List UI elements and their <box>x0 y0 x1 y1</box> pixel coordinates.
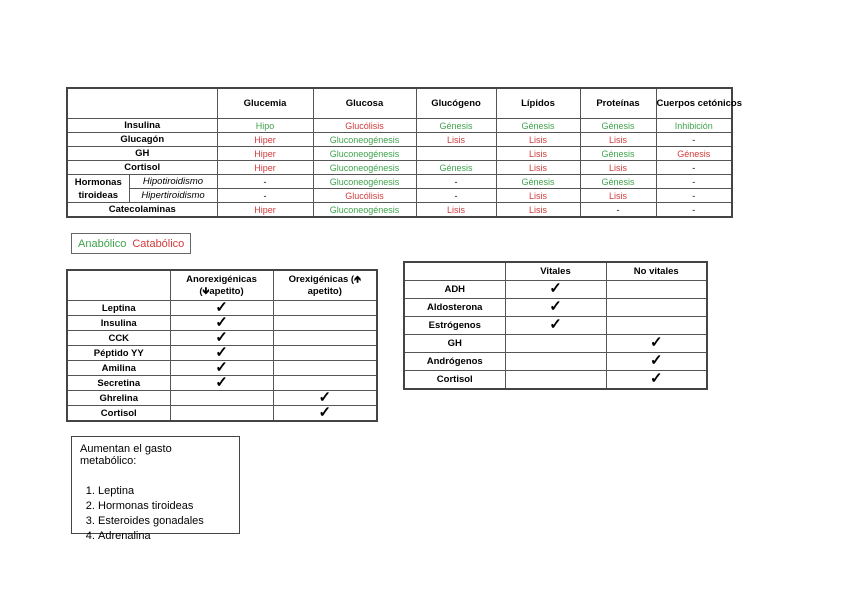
list-item: 2. Hormonas tiroideas <box>98 499 231 514</box>
table-cell <box>416 147 496 161</box>
check-icon: ✓ <box>215 328 228 346</box>
table-row <box>67 203 732 218</box>
appetite-table <box>66 269 378 422</box>
table-row <box>404 317 707 335</box>
table-cell <box>505 317 606 335</box>
header-vitales: Vitales <box>505 262 606 281</box>
hormone-effects-table <box>66 87 743 218</box>
table-row <box>67 175 732 189</box>
check-icon: ✓ <box>318 403 332 421</box>
check-icon: ✓ <box>549 280 562 297</box>
check-icon: ✓ <box>649 334 663 351</box>
header-no-vitales: No vitales <box>606 262 707 281</box>
list-item: 1. Leptina <box>98 484 231 499</box>
row-label: CCK <box>67 331 170 346</box>
table-row <box>404 353 707 371</box>
table-cell <box>273 301 377 316</box>
table-row <box>404 281 707 299</box>
table-cell: Gluconeogénesis <box>313 161 416 175</box>
check-icon: ✓ <box>215 343 228 361</box>
table-cell: - <box>656 189 732 203</box>
row-label: Aldosterona <box>404 299 505 317</box>
table-cell <box>170 391 273 406</box>
thyroid-group-label: Hormonas tiroideas <box>67 175 129 203</box>
table-row <box>67 133 732 147</box>
row-label: Cortisol <box>404 371 505 390</box>
table-cell: - <box>217 189 313 203</box>
table-cell: Hiper <box>217 161 313 175</box>
row-label: Amilina <box>67 361 170 376</box>
table-cell <box>606 335 707 353</box>
table-cell <box>505 281 606 299</box>
table-cell <box>505 371 606 390</box>
table-cell: Gluconeogénesis <box>313 203 416 218</box>
table-cell: Génesis <box>656 147 732 161</box>
table-cell: Lisis <box>496 203 580 218</box>
table-cell <box>505 353 606 371</box>
check-icon: ✓ <box>215 373 228 391</box>
list-item: 3. Esteroides gonadales <box>98 514 231 529</box>
color-legend <box>71 233 191 254</box>
row-label: Ghrelina <box>67 391 170 406</box>
row-label: Hipertiroidismo <box>129 189 217 203</box>
row-label: Insulina <box>67 316 170 331</box>
table-cell: Lisis <box>496 161 580 175</box>
table-cell: - <box>656 203 732 218</box>
table-cell: - <box>656 175 732 189</box>
row-label: ADH <box>404 281 505 299</box>
table-cell <box>505 299 606 317</box>
corner-cell <box>67 270 170 301</box>
row-label: Insulina <box>67 119 217 133</box>
table-cell: - <box>217 175 313 189</box>
header-glucemia: Glucemia <box>217 88 313 119</box>
check-icon: ✓ <box>215 313 228 331</box>
table-cell: Lisis <box>496 133 580 147</box>
row-label: Andrógenos <box>404 353 505 371</box>
table-cell <box>273 361 377 376</box>
header-proteinas: Proteínas <box>580 88 656 119</box>
row-label: Cortisol <box>67 161 217 175</box>
legend-catabolic: Catabólico <box>132 238 185 250</box>
table-cell: Hipo <box>217 119 313 133</box>
table-cell: Gluconeogénesis <box>313 133 416 147</box>
table-cell: Glucólisis <box>313 189 416 203</box>
check-icon: ✓ <box>549 298 562 315</box>
metabolic-expense-box <box>71 436 240 542</box>
row-label: Glucagón <box>67 133 217 147</box>
header-orexigenicas: Orexigénicas (🡹 apetito) <box>273 270 377 301</box>
table-cell <box>170 373 273 391</box>
vital-hormones-table <box>403 261 708 390</box>
table-row <box>67 406 377 422</box>
table-cell: Génesis <box>496 175 580 189</box>
table-cell <box>606 281 707 299</box>
table-cell: Lisis <box>580 189 656 203</box>
table-cell: Lisis <box>580 133 656 147</box>
table-cell: Génesis <box>496 119 580 133</box>
header-cuerpos-cetonicos: Cuerpos cetónicos <box>656 88 732 119</box>
table-cell: Lisis <box>580 161 656 175</box>
table-cell: Lisis <box>416 203 496 218</box>
corner-cell <box>67 88 217 119</box>
list-item: 4. Adrenalina <box>98 529 231 544</box>
table-cell: Gluconeogénesis <box>313 175 416 189</box>
row-label: GH <box>67 147 217 161</box>
table-cell: - <box>416 175 496 189</box>
header-glucogeno: Glucógeno <box>416 88 496 119</box>
table-cell: Lisis <box>416 133 496 147</box>
table-cell: Inhibición <box>656 119 732 133</box>
table-cell: - <box>656 133 732 147</box>
table-cell: Gluconeogénesis <box>313 147 416 161</box>
row-label: Leptina <box>67 301 170 316</box>
check-icon: ✓ <box>215 298 228 316</box>
table-cell: Génesis <box>580 175 656 189</box>
header-anorexigenicas: Anorexigénicas (🡻apetito) <box>170 270 273 301</box>
row-label: Hipotiroidismo <box>129 175 217 189</box>
table-cell: Hiper <box>217 133 313 147</box>
table-row <box>404 371 707 390</box>
table-row <box>67 147 732 161</box>
table-cell: - <box>416 189 496 203</box>
table-cell: Glucólisis <box>313 119 416 133</box>
table-row <box>404 335 707 353</box>
table-cell <box>606 371 707 390</box>
row-label: Secretina <box>67 376 170 391</box>
row-label: Estrógenos <box>404 317 505 335</box>
table-cell <box>606 353 707 371</box>
metabolic-box-title: Aumentan el gasto metabólico: <box>80 443 172 467</box>
table-cell: Génesis <box>416 119 496 133</box>
table-cell: Génesis <box>416 161 496 175</box>
table-cell: Hiper <box>217 203 313 218</box>
row-label: Cortisol <box>67 406 170 422</box>
check-icon: ✓ <box>215 358 228 376</box>
header-glucosa: Glucosa <box>313 88 416 119</box>
table-cell: - <box>656 161 732 175</box>
check-icon: ✓ <box>649 370 663 387</box>
table-cell <box>273 316 377 331</box>
row-label: Catecolaminas <box>67 203 217 218</box>
table-cell <box>606 317 707 335</box>
corner-cell <box>404 262 505 281</box>
table-cell <box>170 406 273 422</box>
table-cell: Lisis <box>496 147 580 161</box>
table-row <box>67 189 732 203</box>
row-label: Péptido YY <box>67 346 170 361</box>
table-row <box>404 299 707 317</box>
metabolic-list <box>80 484 231 544</box>
table-cell <box>273 331 377 346</box>
table-cell: - <box>580 203 656 218</box>
table-cell <box>505 335 606 353</box>
check-icon: ✓ <box>549 316 562 333</box>
table-cell: Lisis <box>496 189 580 203</box>
table-cell <box>273 403 377 422</box>
header-lipidos: Lípidos <box>496 88 580 119</box>
table-row <box>67 119 732 133</box>
check-icon: ✓ <box>318 388 332 406</box>
row-label: GH <box>404 335 505 353</box>
legend-anabolic: Anabólico <box>78 238 127 250</box>
table-cell: Hiper <box>217 147 313 161</box>
table-cell: Génesis <box>580 119 656 133</box>
table-cell <box>273 346 377 361</box>
table-row <box>67 161 732 175</box>
table-cell <box>606 299 707 317</box>
table-cell: Génesis <box>580 147 656 161</box>
check-icon: ✓ <box>649 352 663 369</box>
